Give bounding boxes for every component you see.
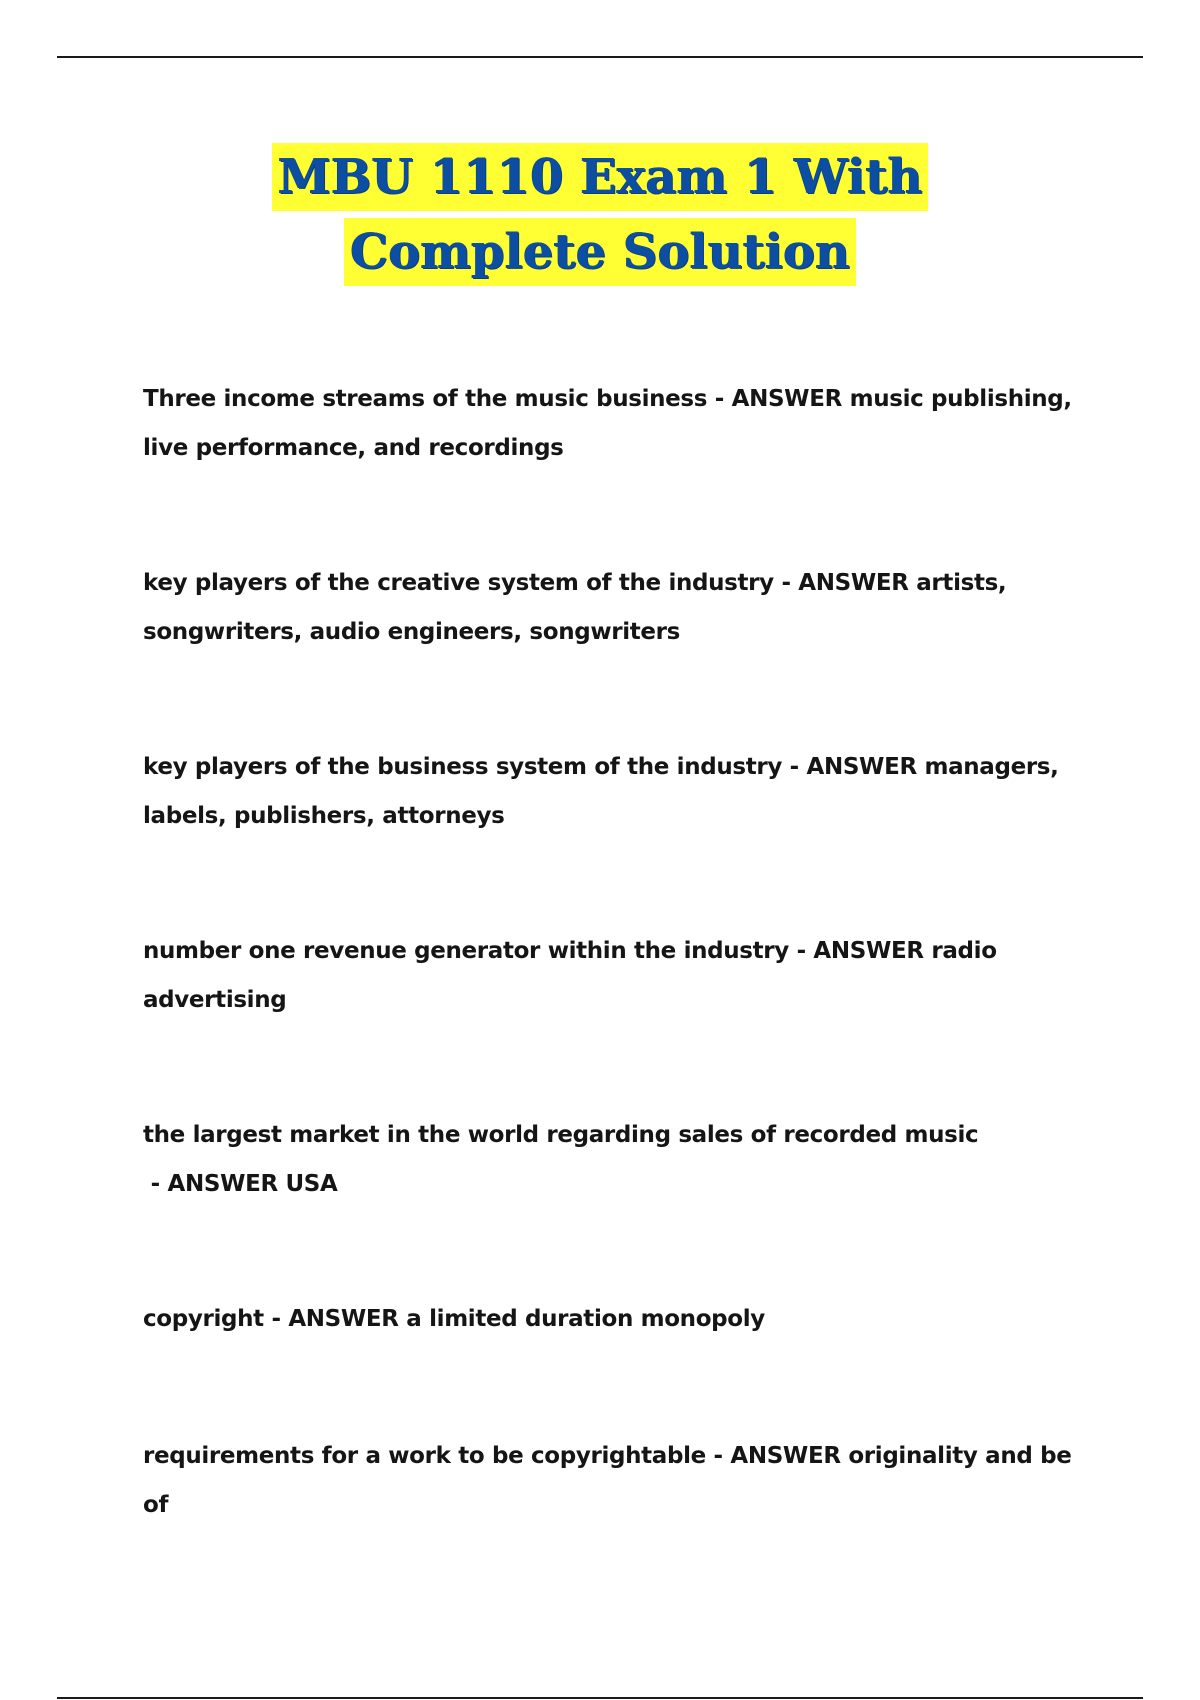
title-line-2: Complete Solution xyxy=(344,218,856,286)
qa-question: Three income streams of the music business xyxy=(143,386,708,412)
qa-item xyxy=(143,1432,1103,1530)
qa-answer: USA xyxy=(285,1171,338,1197)
qa-answer-separator: - ANSWER xyxy=(788,938,932,964)
qa-item xyxy=(143,375,1103,473)
qa-answer-separator: - ANSWER xyxy=(705,1443,849,1469)
qa-answer: managers, labels, publishers, attorneys xyxy=(143,754,1059,829)
qa-answer: originality and be of xyxy=(143,1443,1072,1518)
qa-answer-separator: - ANSWER xyxy=(263,1306,407,1332)
qa-question: requirements for a work to be copyrightable xyxy=(143,1443,706,1469)
qa-answer: radio advertising xyxy=(143,938,997,1013)
qa-answer: artists, songwriters, audio engineers, songwriters xyxy=(143,570,1007,645)
qa-item xyxy=(143,1111,1103,1209)
qa-item xyxy=(143,743,1103,841)
qa-answer-separator: - ANSWER xyxy=(143,1171,286,1197)
qa-item xyxy=(143,1295,1103,1344)
title-line-1: MBU 1110 Exam 1 With xyxy=(272,143,929,211)
qa-item xyxy=(143,559,1103,657)
qa-question: the largest market in the world regarding sales of recorded music xyxy=(143,1122,979,1148)
qa-answer-separator: - ANSWER xyxy=(707,386,850,412)
qa-question: copyright xyxy=(143,1306,264,1332)
document-title xyxy=(0,143,1200,286)
qa-question: number one revenue generator within the industry xyxy=(143,938,789,964)
qa-answer-separator: - ANSWER xyxy=(781,754,925,780)
top-rule xyxy=(57,56,1143,58)
qa-answer: music publishing, live performance, and recordings xyxy=(143,386,1072,461)
qa-item xyxy=(143,927,1103,1025)
qa-answer: a limited duration monopoly xyxy=(406,1306,765,1332)
qa-answer-separator: - ANSWER xyxy=(773,570,917,596)
qa-question: key players of the business system of the industry xyxy=(143,754,782,780)
qa-question: key players of the creative system of the industry xyxy=(143,570,774,596)
bottom-rule xyxy=(57,1697,1143,1699)
